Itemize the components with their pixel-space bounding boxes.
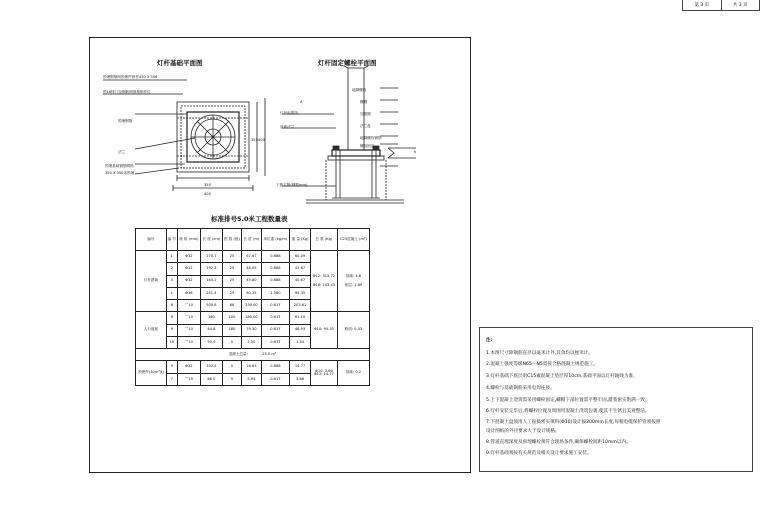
- cell-wt: 1.54: [290, 336, 311, 348]
- subtotal-label: 混凝土总量:: [228, 351, 248, 356]
- cell-cnt: 25: [222, 251, 241, 263]
- cell-unit: 0.617: [261, 300, 290, 312]
- plan-dim-height-inner: 350: [251, 138, 258, 142]
- total-line: Φ12: 14.77: [313, 372, 334, 377]
- cell-no: 5: [166, 361, 177, 373]
- concrete-cell: [337, 312, 369, 349]
- table-header-row: [136, 229, 370, 251]
- section-label-8: 底座法兰: [280, 125, 295, 129]
- cell-spec: Φ16: [177, 287, 200, 299]
- section-label-6: 螺栓固定: [360, 144, 375, 148]
- cell-len: 241.4: [201, 287, 223, 299]
- cell-wt: 60.09: [290, 251, 311, 263]
- cell-no: 1: [166, 251, 177, 263]
- note-3: 3.灯杆基础下底层用C15素混凝土垫层厚10cm,基础平面以灯杆轴线为准。: [486, 374, 638, 379]
- cell-spec: Φ12: [177, 251, 200, 263]
- note-7-cont: 设计图纸的外径要求大于设计规格。: [486, 429, 560, 434]
- table-row: [136, 361, 370, 373]
- cell-spec: ⌒10: [177, 300, 200, 312]
- cell-wt: 3.66: [290, 373, 311, 385]
- cell-tlen: 2.50: [242, 336, 261, 348]
- cell-spec: Φ12: [177, 361, 200, 373]
- cell-tlen: 79.30: [242, 324, 261, 336]
- cell-len: 192.2: [201, 263, 223, 275]
- cell-no: 8: [166, 312, 177, 324]
- cell-tlen: 180.00: [242, 312, 261, 324]
- plan-dim-height-outer: 400: [258, 138, 265, 142]
- cell-len: 500.8: [201, 300, 223, 312]
- header-cell: 根 数 (根): [222, 229, 241, 251]
- cell-cnt: 25: [222, 275, 241, 287]
- cell-tlen: 45.80: [242, 275, 261, 287]
- quantity-table: [135, 228, 370, 386]
- note-5: 5.上下混凝土浇筑需采用螺栓固定,螺帽下部位置需平整牢固,灌浆密实饱满一致。: [486, 398, 650, 403]
- cell-tlen: 60.35: [242, 287, 261, 299]
- plan-label-4: 法兰: [118, 150, 126, 154]
- cell-cnt: 25: [222, 287, 241, 299]
- total-line: Φ12: 315.72: [312, 273, 336, 278]
- cell-unit: 0.617: [261, 312, 290, 324]
- cell-unit: 1.580: [261, 287, 290, 299]
- concrete-line: 基础: 4.6: [345, 273, 362, 278]
- notes-title: 注:: [486, 338, 493, 343]
- subtotal-row: [136, 349, 370, 361]
- plan-label-5: 预埋基础钢筋网格: [105, 164, 134, 168]
- subtotal-unit: m³: [271, 351, 277, 356]
- cell-cnt: 9: [222, 373, 241, 385]
- cell-spec: ⌒10: [177, 336, 200, 348]
- section-label-4: 法兰盘: [360, 124, 371, 128]
- header-cell: 长 度 (m): [242, 229, 261, 251]
- cell-wt: 40.67: [290, 275, 311, 287]
- plan-label-1: 预埋钢筋网预埋件制作450 X 506: [103, 75, 158, 79]
- subtotal-value: 25.0: [262, 351, 271, 356]
- quantity-table-title: 标准排号5.0米工程数量表: [211, 215, 288, 223]
- cell-no: 7: [166, 373, 177, 385]
- cell-len: 50.0: [201, 336, 223, 348]
- group-total-cell: [310, 312, 337, 349]
- cell-unit: 0.617: [261, 324, 290, 336]
- cell-wt: 48.93: [290, 324, 311, 336]
- note-4: 4.螺栓与基础钢筋采用电焊连接。: [486, 386, 555, 391]
- cell-len: 66.0: [201, 373, 223, 385]
- plan-dim-width-outer: 400: [204, 192, 211, 196]
- note-2: 2.混凝土强度等级N65～N5需按合格混凝土规范施工。: [486, 362, 598, 367]
- cell-len: 332.5: [201, 361, 223, 373]
- note-7: 7.下混凝土盘须用人工振捣密实填料(Φ10)设计拔200mm长度,每根电缆保护管须按照: [486, 420, 661, 425]
- section-label-2: 螺帽: [360, 100, 368, 104]
- plan-label-6: 350 X 350米预埋: [105, 171, 135, 175]
- cell-wt: 14.77: [290, 361, 311, 373]
- group-total-cell: [310, 361, 337, 386]
- cell-cnt: 180: [222, 324, 241, 336]
- cell-cnt: 5: [222, 336, 241, 348]
- page-current: 第 3 页: [694, 3, 710, 8]
- plan-dim-width-inner: 350: [204, 183, 211, 187]
- section-label-3: 加强圈: [360, 112, 371, 116]
- note-1: 1.本图尺寸除钢筋直径以毫米计外,其余均以厘米计。: [486, 351, 593, 356]
- section-dim-a: A: [300, 100, 303, 104]
- cell-len: 183.2: [201, 275, 223, 287]
- cell-spec: ⌒10: [177, 312, 200, 324]
- cell-tlen: 5.94: [242, 373, 261, 385]
- header-cell: 规 格 (mm): [177, 229, 200, 251]
- cell-len: 180: [201, 312, 223, 324]
- cell-cnt: 100: [222, 312, 241, 324]
- note-6: 6.灯杆安装完毕后,将螺栓位置及周围用混凝土浇筑包裹,使其不生锈且美观整洁。: [486, 409, 650, 414]
- page-total: 共 3 页: [721, 0, 760, 10]
- cell-tlen: 67.67: [242, 251, 261, 263]
- concrete-cell: [337, 361, 369, 386]
- cell-no: 6: [166, 300, 177, 312]
- section-label-5: 地脚螺栓钢筋: [360, 136, 382, 140]
- cell-len: 44.8: [201, 324, 223, 336]
- section-label-7: 灯杆电缆线: [280, 111, 298, 115]
- cell-no: 3: [166, 275, 177, 287]
- table-row: [136, 312, 370, 324]
- group-name: 预埋件(30m³/t): [136, 361, 167, 386]
- section-label-1: 地脚螺栓: [352, 88, 367, 92]
- cell-no: L: [166, 287, 177, 299]
- cell-tlen: 16.63: [242, 361, 261, 373]
- group-name: 人行道板: [136, 312, 167, 349]
- cell-no: 9: [166, 324, 177, 336]
- cell-spec: Φ12: [177, 275, 200, 287]
- cell-tlen: 330.00: [242, 300, 261, 312]
- header-cell: 总 重 (Kg): [310, 229, 337, 251]
- cell-no: 10: [166, 336, 177, 348]
- cell-cnt: 66: [222, 300, 241, 312]
- concrete-line: 路面: 0.43: [344, 327, 363, 332]
- table-row: [136, 251, 370, 263]
- group-name: 灯杆基础: [136, 251, 167, 312]
- section-dim-h: h: [414, 150, 417, 154]
- cell-wt: 42.67: [290, 263, 311, 275]
- cell-len: 270.7: [201, 251, 223, 263]
- cell-tlen: 48.05: [242, 263, 261, 275]
- plan-label-2: 预16排门径钢筋网预埋制作位: [103, 90, 151, 94]
- cell-cnt: 25: [222, 263, 241, 275]
- total-line: Φ10: 3.66: [314, 368, 333, 373]
- cell-spec: Φ12: [177, 263, 200, 275]
- total-line: Φ16: 143.43: [312, 283, 336, 288]
- section-label-9: 下筋主筋(钢筋mm): [276, 183, 308, 187]
- group-total-cell: [310, 251, 337, 312]
- header-cell: 长 度 (cm): [201, 229, 223, 251]
- foundation-plan-drawing: [95, 68, 270, 200]
- subtotal-cell: [136, 349, 370, 361]
- cell-unit: 0.888: [261, 263, 290, 275]
- cell-unit: 0.617: [261, 336, 290, 348]
- cell-spec: ⌒10: [177, 373, 200, 385]
- cell-no: 2: [166, 263, 177, 275]
- cell-unit: 0.888: [261, 251, 290, 263]
- total-line: Φ10: 95.35: [313, 327, 334, 332]
- plan-label-3: 预埋钢筋: [118, 119, 133, 123]
- cell-unit: 0.888: [261, 361, 290, 373]
- concrete-line: 基础: 0.2: [345, 370, 362, 375]
- header-cell: 单位重 (kg/m): [261, 229, 290, 251]
- cell-unit: 0.617: [261, 373, 290, 385]
- header-cell: C25混凝土 (m³): [337, 229, 369, 251]
- cell-cnt: 5: [222, 361, 241, 373]
- page-number-box: [682, 0, 760, 11]
- concrete-line: 垫层: 1.89: [344, 283, 363, 288]
- header-cell: 编号: [136, 229, 167, 251]
- concrete-cell: [337, 251, 369, 312]
- note-9: 9.灯杆基础须按有关规范及相关设计要求施工安装。: [486, 451, 592, 456]
- cell-wt: 61.10: [290, 312, 311, 324]
- header-cell: 重 量 (Kg): [290, 229, 311, 251]
- section-title: 灯杆固定螺栓平面图: [318, 59, 377, 67]
- header-cell: 编 号: [166, 229, 177, 251]
- cell-unit: 0.888: [261, 275, 290, 287]
- cell-spec: ⌒10: [177, 324, 200, 336]
- note-8: 8.管道直埋深度及预埋螺栓须符合现场条件,确保螺栓间距10mm以内。: [486, 440, 631, 445]
- plan-title: 灯杆基础平面图: [157, 59, 203, 67]
- cell-wt: 203.61: [290, 300, 311, 312]
- cell-wt: 95.35: [290, 287, 311, 299]
